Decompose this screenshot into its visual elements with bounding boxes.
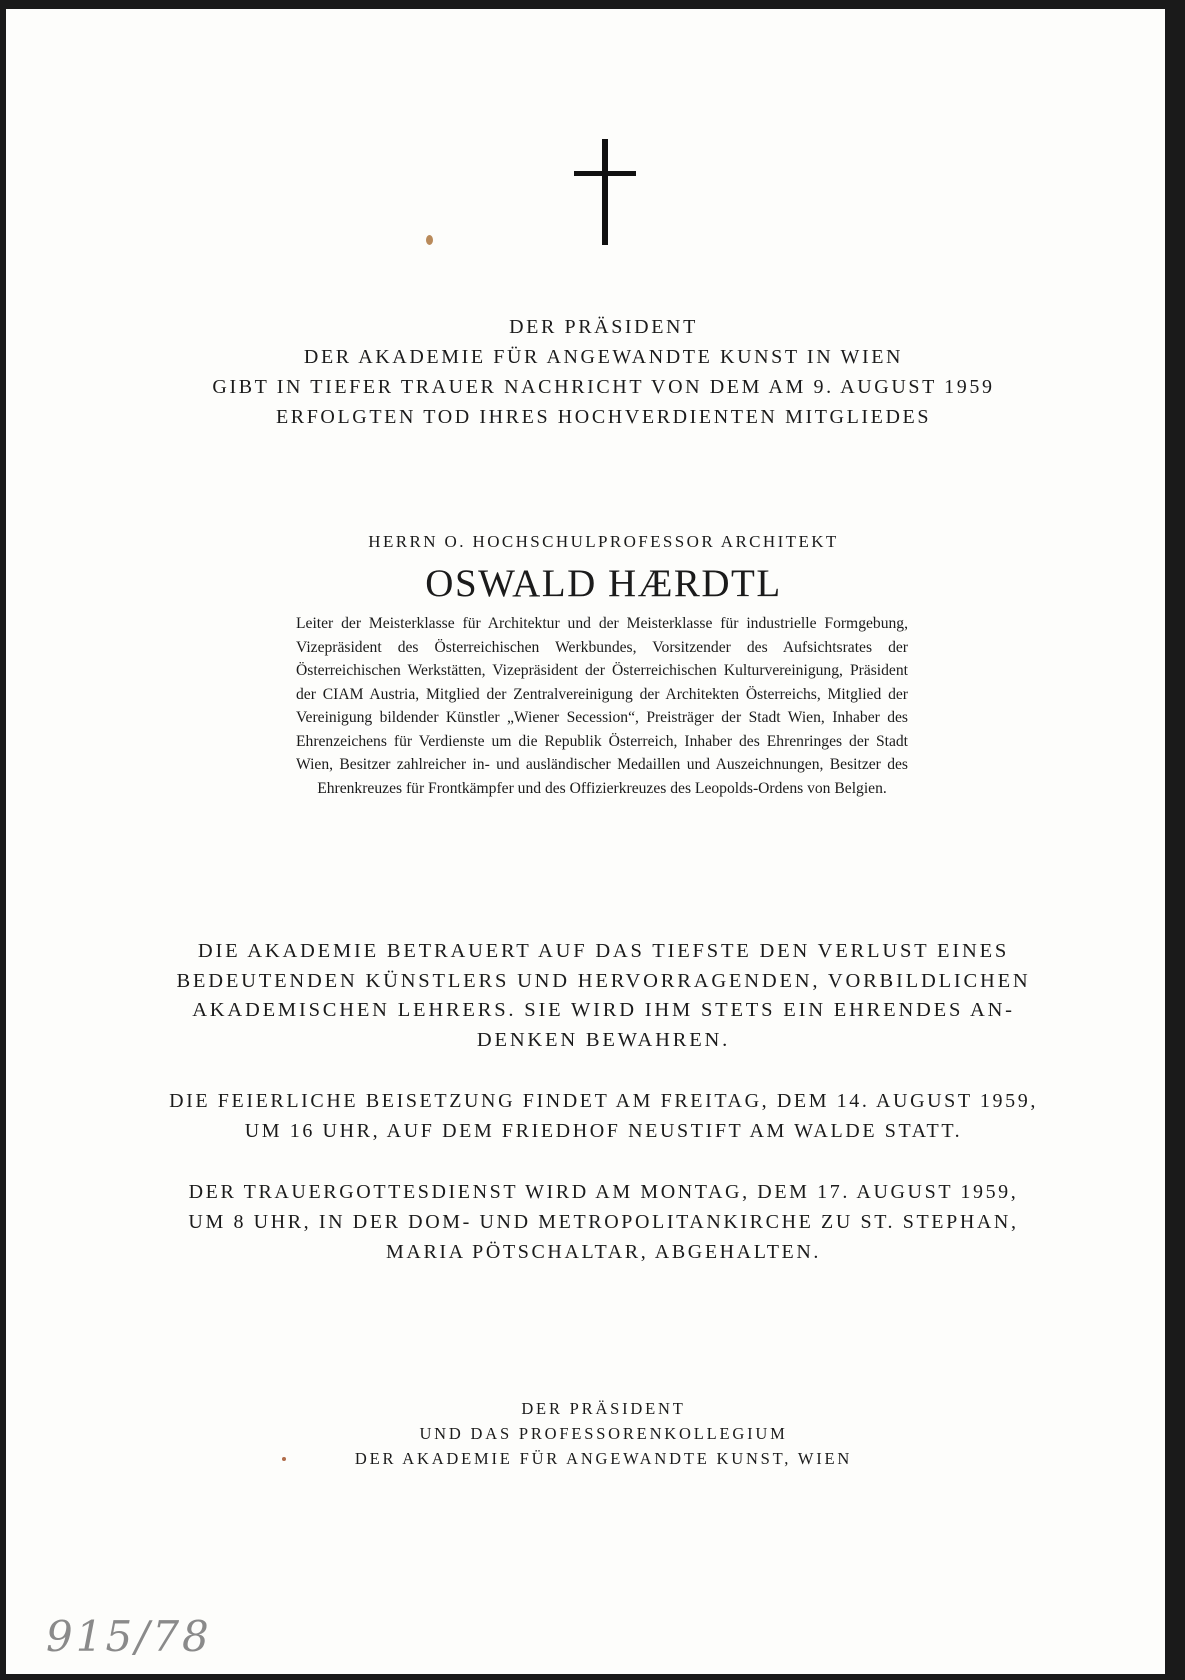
- header-line: GIBT IN TIEFER TRAUER NACHRICHT VON DEM AM 9. AUGUST 1959: [212, 376, 995, 398]
- paragraph-line: MARIA PÖTSCHALTAR, ABGEHALTEN.: [386, 1241, 821, 1263]
- signature-line: UND DAS PROFESSORENKOLLEGIUM: [419, 1424, 788, 1443]
- paragraph-line: DIE AKADEMIE BETRAUERT AUF DAS TIEFSTE DEN VERLUST EINES: [197, 940, 1010, 962]
- paragraph-line: UM 8 UHR, IN DER DOM- UND METROPOLITANKIRCHE ZU ST. STEPHAN,: [188, 1211, 1019, 1233]
- pencil-inventory-note: 915/78: [46, 1612, 212, 1661]
- deceased-name: OSWALD HÆRDTL: [425, 562, 782, 605]
- signature-line: DER PRÄSIDENT: [521, 1399, 686, 1418]
- header-line: DER PRÄSIDENT: [509, 316, 698, 338]
- paragraph-line: UM 16 UHR, AUF DEM FRIEDHOF NEUSTIFT AM WALDE STATT.: [244, 1120, 963, 1142]
- announcement-header: [156, 312, 1051, 432]
- paragraph-line: DENKEN BEWAHREN.: [476, 1028, 731, 1051]
- obituary-sheet: [6, 9, 1165, 1674]
- paragraph-line: DER TRAUERGOTTESDIENST WIRD AM MONTAG, DEM 17. AUGUST 1959,: [188, 1181, 1019, 1203]
- header-line: ERFOLGTEN TOD IHRES HOCHVERDIENTEN MITGLIEDES: [275, 406, 932, 428]
- cross-icon: [574, 139, 636, 245]
- signature-line: DER AKADEMIE FÜR ANGEWANDTE KUNST, WIEN: [354, 1449, 853, 1468]
- signature-block: [156, 1396, 1051, 1471]
- paper-speck: [426, 235, 433, 245]
- paragraph-line: AKADEMISCHEN LEHRERS. SIE WIRD IHM STETS EIN EHRENDES AN-: [192, 999, 1015, 1021]
- biography-text: Leiter der Meisterklasse für Architektur und der Meisterklasse für industrielle Formgebung, Vizepräsident des Österreichischen Werkbundes, Vorsitzender des Aufsichtsrates der Österreichischen Werkstätten, Vizepräsident der Österreichischen Kulturvereinigung, Präsident der CIAM Austria, Mitglied der Zentralvereinigung der Architekten Österreichs, Mitglied der Vereinigung bildender Künstler „Wiener Secession“, Preisträger der Stadt Wien, Inhaber des Ehrenzeichens für Verdienste um die Republik Österreich, Inhaber des Ehrenringes der Stadt Wien, Besitzer zahlreicher in- und ausländischer Medaillen und Auszeichnungen, Besitzer des Ehrenkreuzes für Frontkämpfer und des Offizierkreuzes des Leopolds-Ordens von Belgien.: [296, 615, 908, 797]
- funeral-paragraph: [156, 1086, 1051, 1146]
- deceased-title: HERRN O. HOCHSCHULPROFESSOR ARCHITEKT: [368, 532, 839, 551]
- paragraph-line: DIE FEIERLICHE BEISETZUNG FINDET AM FREITAG, DEM 14. AUGUST 1959,: [169, 1090, 1038, 1112]
- header-line: DER AKADEMIE FÜR ANGEWANDTE KUNST IN WIEN: [303, 346, 904, 368]
- paragraph-line: BEDEUTENDEN KÜNSTLERS UND HERVORRAGENDEN, VORBILDLICHEN: [176, 969, 1031, 992]
- mourning-paragraph: [156, 937, 1051, 1055]
- service-paragraph: [156, 1177, 1051, 1267]
